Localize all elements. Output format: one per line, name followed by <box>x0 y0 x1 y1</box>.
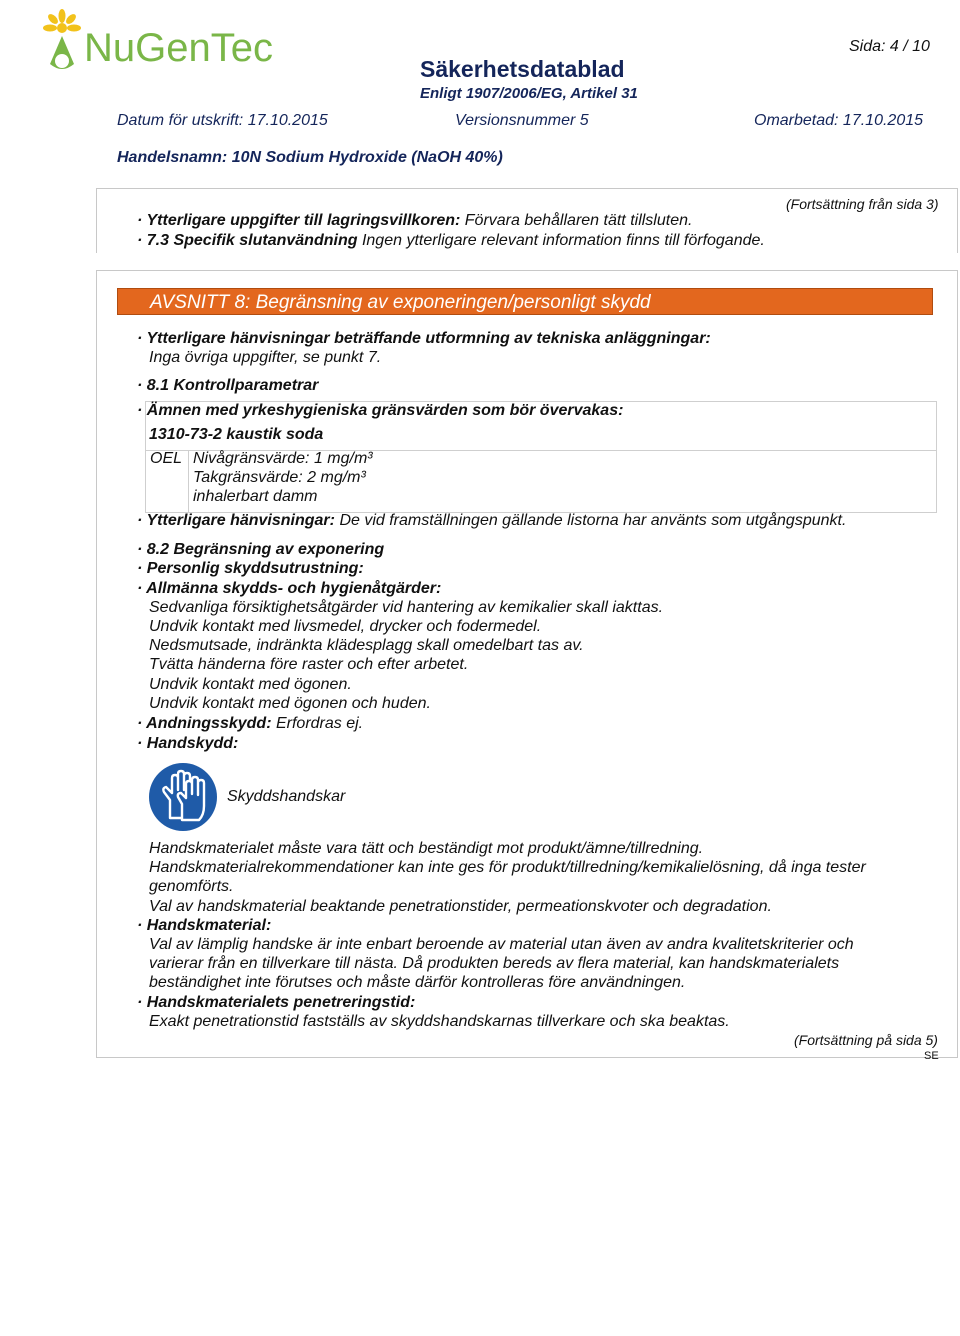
oel-value-1: Nivågränsvärde: 1 mg/m³ <box>193 450 373 467</box>
technical-measures-label: · Ytterligare hänvisningar beträffande utformning av tekniska anläggningar: <box>137 330 711 347</box>
hand-line: Handskmaterialrekommendationer kan inte ges för produkt/tillredning/kemikalielösning, då inga tester <box>149 859 866 876</box>
version-number: Versionsnummer 5 <box>455 112 589 129</box>
material-line: varierar från en tillverkare till nästa. Då produkten bereds av flera material, kan handskmaterialets <box>149 955 840 972</box>
logo-flower-icon <box>43 9 81 69</box>
document-subtitle: Enligt 1907/2006/EG, Artikel 31 <box>420 85 638 102</box>
hygiene-heading: · Allmänna skydds- och hygienåtgärder: <box>137 580 442 597</box>
limits-heading: · Ämnen med yrkeshygieniska gränsvärden som bör övervakas: <box>137 402 624 419</box>
control-parameters-heading: · 8.1 Kontrollparametrar <box>137 377 319 394</box>
material-line: beständighet inte förutses och måste därför kontrolleras före användningen. <box>149 974 686 991</box>
hygiene-line: Undvik kontakt med ögonen. <box>149 676 352 693</box>
material-line: Val av lämplig handske är inte enbart beroende av material utan även av andra kvalitetskriterier och <box>149 936 854 953</box>
respiratory-protection <box>137 715 363 733</box>
penetration-heading: · Handskmaterialets penetreringstid: <box>137 994 416 1011</box>
hygiene-line: Undvik kontakt med ögonen och huden. <box>149 695 431 712</box>
hand-line: Handskmaterialet måste vara tätt och beständigt mot produkt/ämne/tillredning. <box>149 840 704 857</box>
glove-material-heading: · Handskmaterial: <box>137 917 272 934</box>
exposure-heading: · 8.2 Begränsning av exponering <box>137 541 385 558</box>
more-references-label: · Ytterligare hänvisningar: <box>137 512 335 529</box>
technical-measures-text: Inga övriga uppgifter, se punkt 7. <box>149 349 382 366</box>
page-number: Sida: 4 / 10 <box>849 38 930 55</box>
oel-value-2: Takgränsvärde: 2 mg/m³ <box>193 469 366 486</box>
oel-value-3: inhalerbart damm <box>193 488 318 505</box>
print-date: Datum för utskrift: 17.10.2015 <box>117 112 328 129</box>
hand-protection-heading: · Handskydd: <box>137 735 239 752</box>
oel-label: OEL <box>150 450 183 467</box>
limits-table-divider <box>188 450 189 512</box>
gloves-caption: Skyddshandskar <box>227 788 346 805</box>
respiratory-label: · Andningsskydd: <box>137 715 272 732</box>
storage-info <box>137 212 692 230</box>
more-references-text: De vid framställningen gällande listorna har använts som utgångspunkt. <box>339 512 847 529</box>
trade-name: Handelsnamn: 10N Sodium Hydroxide (NaOH 40%) <box>117 149 503 166</box>
nugentec-logo <box>28 6 278 76</box>
substance-name: 1310-73-2 kaustik soda <box>149 426 324 443</box>
ppe-heading: · Personlig skyddsutrustning: <box>137 560 364 577</box>
end-use-info <box>137 232 765 250</box>
end-use-label: · 7.3 Specifik slutanvändning <box>137 232 358 249</box>
revised-date: Omarbetad: 17.10.2015 <box>754 112 924 129</box>
penetration-text: Exakt penetrationstid fastställs av skyddshandskarnas tillverkare och ska beaktas. <box>149 1013 730 1030</box>
storage-text: Förvara behållaren tätt tillsluten. <box>464 212 693 229</box>
section-8-banner: AVSNITT 8: Begränsning av exponeringen/personligt skydd <box>117 288 933 315</box>
storage-label: · Ytterligare uppgifter till lagringsvillkoren: <box>137 212 461 229</box>
document-title: Säkerhetsdatablad <box>420 56 625 82</box>
continued-from: (Fortsättning från sida 3) <box>786 196 939 212</box>
hand-line: Val av handskmaterial beaktande penetrationstider, permeationskvoter och degradation. <box>149 898 772 915</box>
gloves-icon <box>148 762 218 832</box>
logo-wordmark: NuGenTec <box>84 26 273 70</box>
end-use-text: Ingen ytterligare relevant information finns till förfogande. <box>361 232 765 249</box>
hygiene-line: Tvätta händerna före raster och efter arbetet. <box>149 656 469 673</box>
hand-line: genomförts. <box>149 878 234 895</box>
hygiene-line: Sedvanliga försiktighetsåtgärder vid hantering av kemikalier skall iakttas. <box>149 599 664 616</box>
hygiene-line: Nedsmutsade, indränkta klädesplagg skall omedelbart tas av. <box>149 637 584 654</box>
language-code: SE <box>924 1050 939 1062</box>
more-references <box>137 512 846 530</box>
hygiene-line: Undvik kontakt med livsmedel, drycker och fodermedel. <box>149 618 542 635</box>
continued-to: (Fortsättning på sida 5) <box>794 1032 938 1048</box>
respiratory-text: Erfordras ej. <box>275 715 364 732</box>
